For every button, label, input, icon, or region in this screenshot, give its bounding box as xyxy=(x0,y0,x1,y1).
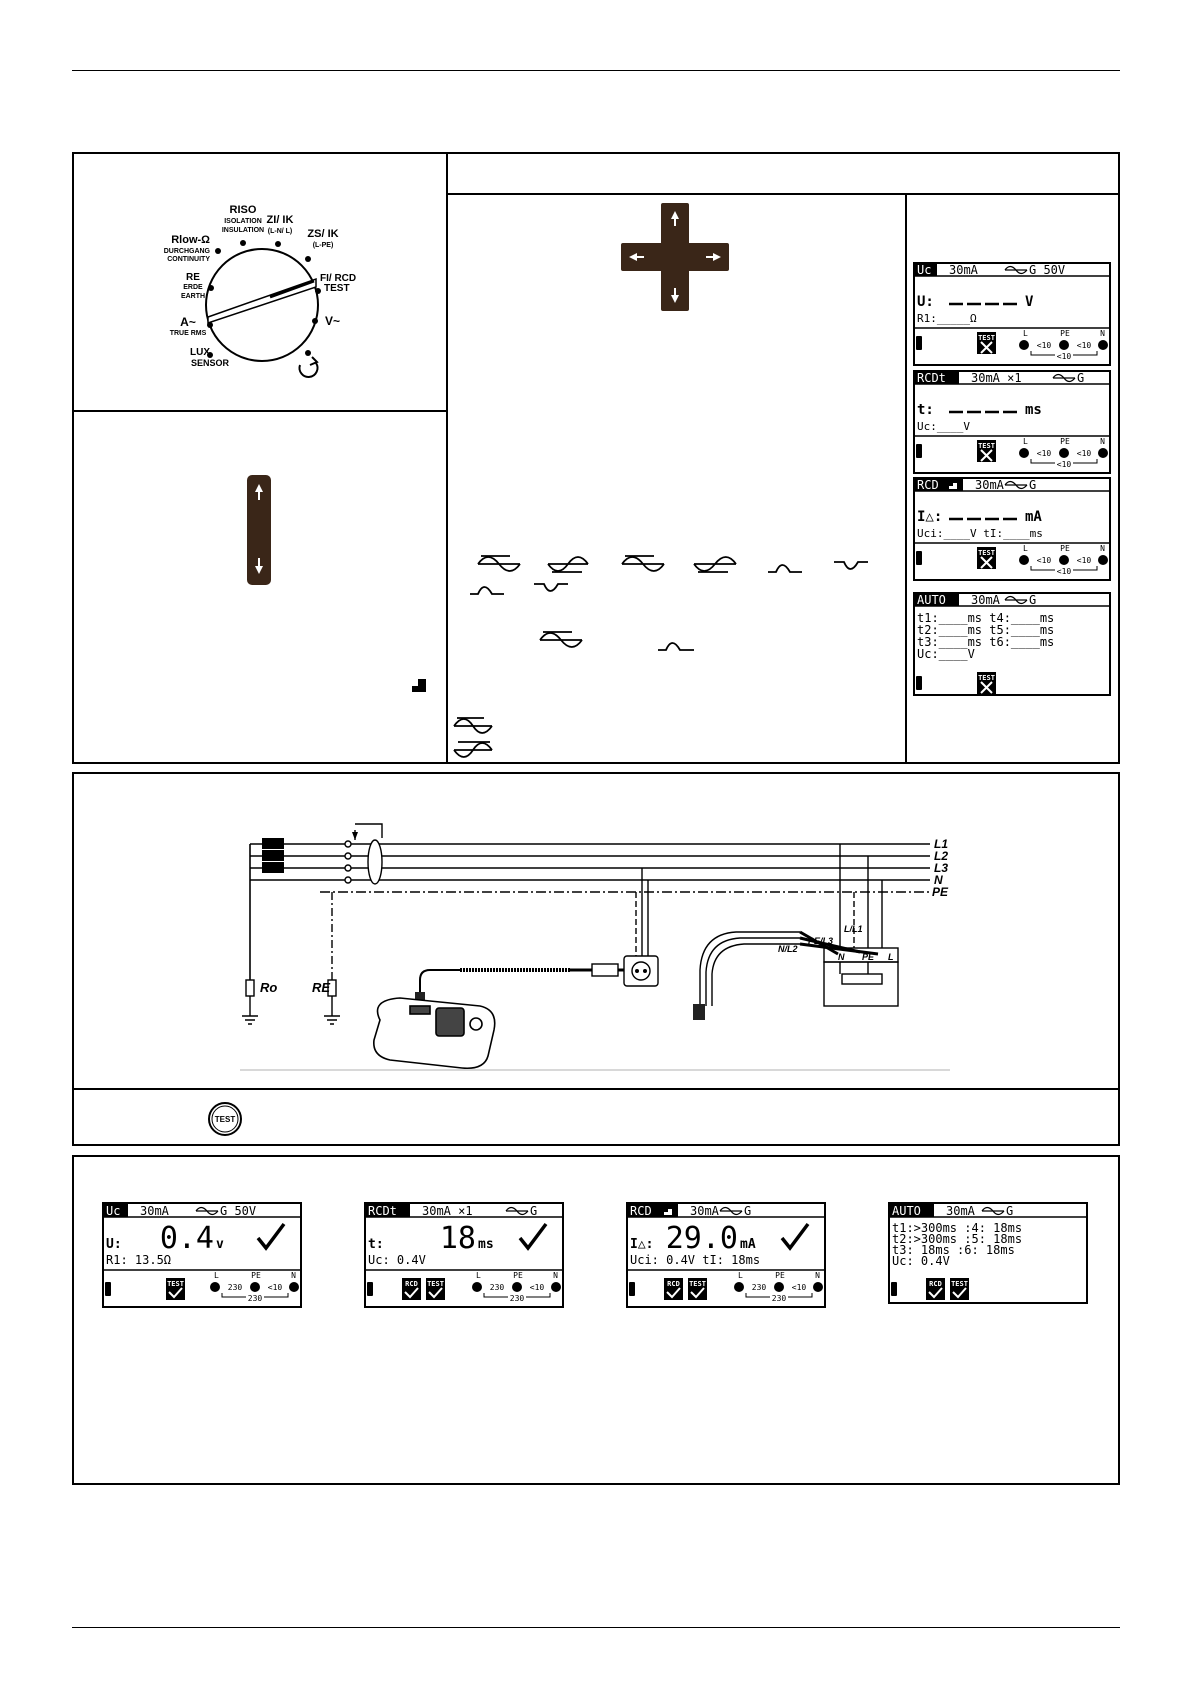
lcd-text: <10 xyxy=(1076,341,1092,350)
table-divider xyxy=(446,193,1120,195)
terminal-label: PE xyxy=(862,952,875,962)
ac-type-icon xyxy=(540,632,582,647)
lcd-text: 30mA xyxy=(975,478,1004,492)
lcd-text: 30mA xyxy=(971,593,1000,607)
lcd-text: <10 xyxy=(529,1283,545,1292)
lcd-text: ms xyxy=(478,1237,494,1252)
battery-icon xyxy=(916,551,922,565)
lcd-text: N xyxy=(1100,437,1105,446)
softkey-icon xyxy=(426,1278,445,1300)
ac-type-icon xyxy=(454,718,492,733)
lcd-text: N xyxy=(553,1271,558,1280)
lcd-text: Uci:____V tI:____ms xyxy=(917,527,1043,540)
softkey-icon xyxy=(688,1278,707,1300)
lcd-text: Uc:____V xyxy=(917,647,975,661)
softkey-icon xyxy=(977,440,996,462)
lcd-text: 30mA xyxy=(946,1204,975,1218)
lcd-text: Uc: 0.4V xyxy=(892,1254,950,1268)
lcd-text: TEST xyxy=(951,1280,968,1288)
pulsed-positive-icon xyxy=(470,587,504,594)
display-header: Uc xyxy=(106,1204,121,1218)
lcd-text: L xyxy=(1023,329,1028,338)
result-display-rcd xyxy=(626,1202,826,1308)
table-divider xyxy=(905,194,907,764)
lcd-text: <10 xyxy=(1076,449,1092,458)
lcd-text: <10 xyxy=(1076,556,1092,565)
lead-label: L/L1 xyxy=(844,924,863,934)
dial-label: EARTH xyxy=(180,293,206,300)
lcd-text: R1: 13.5Ω xyxy=(106,1253,172,1267)
lcd-text: L xyxy=(1023,437,1028,446)
lead-label: PE/L3 xyxy=(808,936,834,946)
lcd-text: PE xyxy=(775,1271,785,1280)
display-header: AUTO xyxy=(892,1204,921,1218)
softkey-icon xyxy=(402,1278,421,1300)
re-label: RE xyxy=(312,980,331,995)
lcd-text: U: xyxy=(106,1237,122,1252)
dial-label: A~ xyxy=(180,315,196,329)
display-header: RCDt xyxy=(368,1204,397,1218)
lcd-text: G xyxy=(1029,478,1037,492)
display-header: RCD xyxy=(917,478,939,492)
lcd-text: G xyxy=(744,1204,752,1218)
lcd-text: <10 xyxy=(1036,449,1052,458)
lcd-text: G 50V xyxy=(1029,263,1066,277)
line-label: L2 xyxy=(934,849,949,863)
result-display-auto xyxy=(888,1202,1088,1304)
lcd-text: 30mA xyxy=(949,263,978,277)
table-divider xyxy=(72,410,448,412)
ramp-icon xyxy=(404,670,428,694)
lcd-text: RCD xyxy=(405,1280,418,1288)
lcd-text: TEST xyxy=(978,334,995,342)
lcd-text: G xyxy=(1029,593,1037,607)
dial-label: TRUE RMS xyxy=(169,330,207,337)
lcd-text: N xyxy=(291,1271,296,1280)
lcd-text: t3:____ms t6:____ms xyxy=(917,635,1055,649)
measured-value: 0.4 xyxy=(159,1221,214,1256)
battery-icon xyxy=(916,336,922,350)
softkey-icon xyxy=(664,1278,683,1300)
lcd-text: U: xyxy=(917,294,934,310)
test-key[interactable] xyxy=(207,1101,243,1137)
lcd-text: <10 xyxy=(1036,556,1052,565)
battery-icon xyxy=(629,1282,635,1296)
lcd-text: TEST xyxy=(978,549,995,557)
softkey-icon xyxy=(950,1278,969,1300)
dial-label: INSULATION xyxy=(221,227,265,234)
lcd-text: TEST xyxy=(978,442,995,450)
dial-label: TEST xyxy=(324,283,350,294)
ac-type-icon xyxy=(548,557,588,572)
ac-selective-icon xyxy=(694,557,736,572)
dial-label: RISO xyxy=(229,204,257,216)
table-divider xyxy=(446,152,448,764)
dial-label: FI/ RCD xyxy=(320,273,357,284)
battery-icon xyxy=(891,1282,897,1296)
lcd-text: v xyxy=(216,1237,224,1252)
dial-label: DURCHGANG xyxy=(163,248,210,255)
ac-selective-icon xyxy=(622,556,664,571)
header-rule xyxy=(72,70,1120,71)
lcd-text: PE xyxy=(1060,544,1070,553)
lcd-text: t2:>300ms :5: 18ms xyxy=(892,1232,1023,1246)
lcd-text: <10 xyxy=(791,1283,807,1292)
rotate-icon xyxy=(299,357,317,377)
battery-icon xyxy=(916,676,922,690)
lcd-text: 30mA xyxy=(690,1204,719,1218)
dial-label: CONTINUITY xyxy=(167,256,210,263)
softkey-icon xyxy=(977,547,996,569)
pulsed-positive-icon xyxy=(768,565,802,572)
measured-value: 29.0 xyxy=(665,1221,738,1256)
lcd-text: 230 xyxy=(227,1283,243,1292)
lcd-text: G 50V xyxy=(220,1204,257,1218)
lcd-text: G xyxy=(530,1204,538,1218)
lcd-text: L xyxy=(476,1271,481,1280)
line-label: L3 xyxy=(934,861,949,875)
lcd-text: 30mA ×1 xyxy=(422,1204,473,1218)
battery-icon xyxy=(105,1282,111,1296)
lcd-text: 230 xyxy=(489,1283,505,1292)
dial-label: RE xyxy=(186,272,200,283)
lcd-text: PE xyxy=(1060,437,1070,446)
lcd-text: mA xyxy=(1025,509,1042,525)
lcd-text: Uci: 0.4V tI: 18ms xyxy=(630,1253,761,1267)
lcd-text: N xyxy=(1100,544,1105,553)
dial-label: ERDE xyxy=(183,284,203,291)
lcd-text: V xyxy=(1025,294,1034,310)
footer-rule xyxy=(72,1627,1120,1628)
display-header: AUTO xyxy=(917,593,946,607)
softkey-icon xyxy=(166,1278,185,1300)
lcd-text: PE xyxy=(1060,329,1070,338)
lcd-text: <10 xyxy=(1056,352,1072,361)
lcd-text: t3: 18ms :6: 18ms xyxy=(892,1243,1015,1257)
lcd-text: TEST xyxy=(427,1280,444,1288)
measured-value: 18 xyxy=(439,1221,476,1256)
lcd-text: 30mA xyxy=(140,1204,169,1218)
lcd-text: Uc:____V xyxy=(917,420,970,433)
lcd-text: t2:____ms t5:____ms xyxy=(917,623,1055,637)
table-divider xyxy=(72,1088,1120,1090)
softkey-icon xyxy=(977,672,996,694)
lead-label: N/L2 xyxy=(778,944,798,954)
cursor-keys[interactable] xyxy=(619,201,731,313)
lcd-text: t1:>300ms :4: 18ms xyxy=(892,1221,1023,1235)
line-label: L1 xyxy=(934,837,949,851)
display-header: RCD xyxy=(630,1204,652,1218)
dial-label: Rlow-Ω xyxy=(171,234,210,246)
pulsed-negative-icon xyxy=(834,562,868,569)
lcd-text: 230 xyxy=(247,1294,263,1303)
lcd-text: PE xyxy=(251,1271,261,1280)
dial-label: LUX xyxy=(190,347,210,358)
up-down-keys[interactable] xyxy=(246,474,272,586)
dial-label: ISOLATION xyxy=(224,218,262,225)
lcd-text: 230 xyxy=(771,1294,787,1303)
pulsed-positive-icon xyxy=(658,643,694,650)
lcd-text: G xyxy=(1077,371,1085,385)
lcd-text: 30mA ×1 xyxy=(971,371,1022,385)
battery-icon xyxy=(367,1282,373,1296)
lcd-text: <10 xyxy=(1056,567,1072,576)
initial-display-rcdt xyxy=(913,370,1111,474)
lcd-text: PE xyxy=(513,1271,523,1280)
lcd-text: mA xyxy=(740,1237,756,1252)
dial-label: ZI/ IK xyxy=(266,214,294,226)
lcd-text: N xyxy=(1100,329,1105,338)
lcd-text: t1:____ms t4:____ms xyxy=(917,611,1055,625)
lcd-text: <10 xyxy=(267,1283,283,1292)
lcd-text: G xyxy=(1006,1204,1014,1218)
initial-display-rcd xyxy=(913,477,1111,581)
ac-type-icon xyxy=(478,556,520,571)
display-header: RCDt xyxy=(917,371,946,385)
ac-type-icon xyxy=(454,742,492,757)
lcd-text: ms xyxy=(1025,402,1042,418)
lcd-text: RCD xyxy=(667,1280,680,1288)
dial-label: SENSOR xyxy=(190,358,230,368)
lcd-text: 230 xyxy=(751,1283,767,1292)
rcd-waveform-symbols xyxy=(450,548,870,758)
dial-label: ZS/ IK xyxy=(307,228,339,240)
lcd-text: Uc: 0.4V xyxy=(368,1253,426,1267)
function-selector-dial[interactable] xyxy=(150,195,360,385)
battery-icon xyxy=(916,444,922,458)
lcd-text: t: xyxy=(368,1237,384,1252)
lcd-text: <10 xyxy=(1036,341,1052,350)
lcd-text: I△: xyxy=(630,1237,654,1252)
terminal-label: N xyxy=(838,952,845,962)
lcd-text: I△: xyxy=(917,509,943,525)
lcd-text: L xyxy=(214,1271,219,1280)
lcd-text: L xyxy=(738,1271,743,1280)
lcd-text: TEST xyxy=(978,674,995,682)
lcd-text: 230 xyxy=(509,1294,525,1303)
result-display-uc xyxy=(102,1202,302,1308)
connection-diagram xyxy=(240,820,960,1080)
line-label: PE xyxy=(932,885,949,899)
softkey-icon xyxy=(926,1278,945,1300)
instrument-icon xyxy=(374,998,495,1068)
lcd-text: R1:_____Ω xyxy=(917,312,977,325)
lcd-text: TEST xyxy=(689,1280,706,1288)
initial-display-auto xyxy=(913,592,1111,696)
lcd-text: t: xyxy=(917,402,934,418)
pulsed-negative-icon xyxy=(534,584,568,591)
initial-display-uc xyxy=(913,262,1111,366)
line-label: N xyxy=(934,873,943,887)
dial-label: (L-N/ L) xyxy=(267,228,293,235)
lcd-text: TEST xyxy=(167,1280,184,1288)
result-display-rcdt xyxy=(364,1202,564,1308)
display-header: Uc xyxy=(917,263,932,277)
ro-label: Ro xyxy=(260,980,278,995)
lcd-text: N xyxy=(815,1271,820,1280)
dial-label: (L-PE) xyxy=(312,242,334,249)
lcd-text: <10 xyxy=(1056,460,1072,469)
dial-label: V~ xyxy=(325,314,341,328)
lcd-text: L xyxy=(1023,544,1028,553)
test-key-label: TEST xyxy=(214,1115,236,1124)
terminal-label: L xyxy=(888,952,894,962)
lcd-text: RCD xyxy=(929,1280,942,1288)
softkey-icon xyxy=(977,332,996,354)
